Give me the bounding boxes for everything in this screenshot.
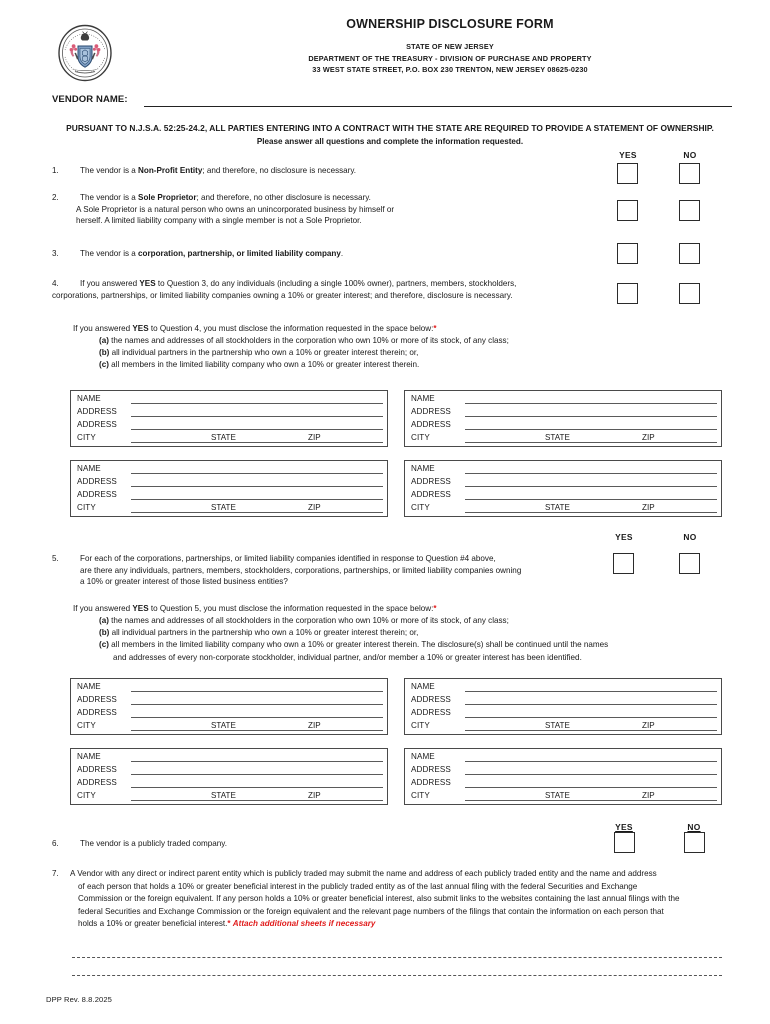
question-2-number: 2. (52, 193, 59, 202)
entry-box-4-name-input[interactable] (465, 473, 717, 474)
entry-box-1-city-input[interactable] (131, 442, 383, 443)
entry-box-3[interactable] (70, 460, 388, 517)
entry-box-1-address2-input[interactable] (131, 429, 383, 430)
entry-box-6-state-label: STATE (545, 721, 570, 730)
question-4-number: 4. (52, 279, 59, 288)
entry-box-8-state-label: STATE (545, 791, 570, 800)
entry-box-7-name-label: NAME (77, 752, 101, 761)
question-5-text-line-1: For each of the corporations, partnerships, or limited liability companies identified in response to Question #4 above, (80, 554, 496, 563)
entry-box-7-address2-label: ADDRESS (77, 778, 117, 787)
entry-box-3-name-input[interactable] (131, 473, 383, 474)
entry-box-5-name-label: NAME (77, 682, 101, 691)
entry-box-3-zip-label: ZIP (308, 503, 321, 512)
entry-box-3-address1-input[interactable] (131, 486, 383, 487)
question-2-subline-2: herself. A limited liability company with a single member is not a Sole Proprietor. (76, 216, 362, 226)
question-2-no-checkbox[interactable] (679, 200, 700, 221)
entry-box-8-address2-label: ADDRESS (411, 778, 451, 787)
entry-box-4-address1-label: ADDRESS (411, 477, 451, 486)
entry-box-4-address2-label: ADDRESS (411, 490, 451, 499)
entry-box-2-name-input[interactable] (465, 403, 717, 404)
entry-box-6[interactable] (404, 678, 722, 735)
entry-box-4-city-input[interactable] (465, 512, 717, 513)
disclosure-q4-item-c: (c) all members in the limited liability company who own a 10% or greater interest therein. (99, 360, 420, 370)
entry-box-1-state-label: STATE (211, 433, 236, 442)
disclosure-q5-item-c: (c) all members in the limited liability company who own a 10% or greater interest therein. The disclosure(s) shall be continued until the names and addresses of every non-corporate stockholder, individual partner, and/or member a 10% or greater interest has been identified. (99, 639, 723, 663)
question-2-bold-term: Sole Proprietor (138, 193, 197, 202)
question-7-text-line-4: federal Securities and Exchange Commission or the foreign equivalent and the relevant page numbers of the filings that contain the information on each person that (78, 906, 664, 916)
additional-info-line-1[interactable] (72, 957, 722, 958)
question-3-number: 3. (52, 249, 59, 258)
disclosure-q5-asterisk: * (433, 604, 437, 613)
yes-column-header-top: YES (619, 150, 637, 160)
entry-box-3-address2-input[interactable] (131, 499, 383, 500)
question-5-yes-checkbox[interactable] (613, 553, 634, 574)
question-2-text: The vendor is a Sole Proprietor; and therefore, no other disclosure is necessary. A Sole Proprietor is a natural person who owns an unincorporated business by himself or herself. A limited liability company with a single member is not a Sole Proprietor. (52, 193, 612, 227)
no-column-header-q5: NO (683, 532, 697, 542)
question-3-text: The vendor is a corporation, partnership, or limited liability company. (80, 249, 344, 258)
entry-box-4[interactable] (404, 460, 722, 517)
pursuant-statement (40, 123, 740, 146)
entry-box-5-address2-label: ADDRESS (77, 708, 117, 717)
entry-box-8-name-input[interactable] (465, 761, 717, 762)
entry-box-6-name-input[interactable] (465, 691, 717, 692)
entry-box-7-zip-label: ZIP (308, 791, 321, 800)
entry-box-3-city-input[interactable] (131, 512, 383, 513)
question-5 (52, 553, 602, 588)
question-5-number: 5. (52, 554, 59, 563)
question-3-bold-term: corporation, partnership, or limited liability company (138, 249, 341, 258)
question-7-text-line-3: Commission or the foreign equivalent. If any person holds a 10% or greater beneficial interest, also submit links to the websites containing the last annual filings with the (78, 894, 680, 904)
question-5-text-line-2: are there any individuals, partners, members, stockholders, corporations, partnerships, or limited liability companies owning (80, 565, 522, 575)
entry-box-7-state-label: STATE (211, 791, 236, 800)
entry-box-6-address1-input[interactable] (465, 704, 717, 705)
entry-box-5-state-label: STATE (211, 721, 236, 730)
entry-box-4-address1-input[interactable] (465, 486, 717, 487)
question-4-yes-checkbox[interactable] (617, 283, 638, 304)
question-7-attach-note: Attach additional sheets if necessary (232, 919, 376, 929)
entry-box-6-city-input[interactable] (465, 730, 717, 731)
entry-box-5-zip-label: ZIP (308, 721, 321, 730)
disclosure-q4-item-b: (b) all individual partners in the partnership who own a 10% or greater interest therein; or, (99, 348, 419, 358)
entry-box-5[interactable] (70, 678, 388, 735)
entry-box-8-city-label: CITY (411, 791, 430, 800)
entry-box-7-city-input[interactable] (131, 800, 383, 801)
disclosure-instructions-q5 (73, 603, 723, 664)
question-4-text-line-1: If you answered YES to Question 3, do any individuals (including a single 100% owner), partners, members, stockholders, (80, 279, 517, 288)
question-1-no-checkbox[interactable] (679, 163, 700, 184)
entry-box-6-address1-label: ADDRESS (411, 695, 451, 704)
question-6-no-checkbox[interactable] (684, 832, 705, 853)
question-5-no-checkbox[interactable] (679, 553, 700, 574)
entry-box-5-address2-input[interactable] (131, 717, 383, 718)
entry-box-5-address1-input[interactable] (131, 704, 383, 705)
entry-box-2-city-label: CITY (411, 433, 430, 442)
entry-box-6-city-label: CITY (411, 721, 430, 730)
entry-box-5-city-label: CITY (77, 721, 96, 730)
entry-box-4-zip-label: ZIP (642, 503, 655, 512)
disclosure-q4-lead: If you answered YES to Question 4, you must disclose the information requested in the space below:* (73, 324, 437, 333)
entry-box-2-zip-label: ZIP (642, 433, 655, 442)
entry-box-8-zip-label: ZIP (642, 791, 655, 800)
entry-box-3-address1-label: ADDRESS (77, 477, 117, 486)
entry-box-5-city-input[interactable] (131, 730, 383, 731)
entry-box-1-city-label: CITY (77, 433, 96, 442)
entry-box-5-name-input[interactable] (131, 691, 383, 692)
vendor-name-row (52, 94, 732, 112)
entry-box-6-zip-label: ZIP (642, 721, 655, 730)
entry-box-4-state-label: STATE (545, 503, 570, 512)
question-7-text-line-5: holds a 10% or greater beneficial interest.* Attach additional sheets if necessary (78, 919, 376, 929)
entry-box-2-address2-input[interactable] (465, 429, 717, 430)
question-7 (52, 868, 742, 931)
entry-box-4-city-label: CITY (411, 503, 430, 512)
question-3 (52, 248, 612, 260)
entry-box-1-address1-input[interactable] (131, 416, 383, 417)
entry-box-4-address2-input[interactable] (465, 499, 717, 500)
no-column-header-top: NO (683, 150, 697, 160)
title-block (150, 18, 750, 76)
entry-box-2-address1-input[interactable] (465, 416, 717, 417)
question-7-number: 7. (52, 869, 59, 878)
question-4-text-line-2: corporations, partnerships, or limited liability companies owning a 10% or greater interest; and therefore, disclosure is necessary. (52, 290, 513, 300)
entry-box-7-address2-input[interactable] (131, 787, 383, 788)
additional-info-line-2[interactable] (72, 975, 722, 976)
entry-box-8[interactable] (404, 748, 722, 805)
question-1 (52, 165, 612, 177)
entry-box-7-address1-label: ADDRESS (77, 765, 117, 774)
disclosure-q5-item-b: (b) all individual partners in the partnership who own a 10% or greater interest therein; or, (99, 628, 419, 638)
entry-box-2[interactable] (404, 390, 722, 447)
entry-box-2-address1-label: ADDRESS (411, 407, 451, 416)
entry-box-3-address2-label: ADDRESS (77, 490, 117, 499)
entry-box-8-name-label: NAME (411, 752, 435, 761)
entry-box-2-address2-label: ADDRESS (411, 420, 451, 429)
entry-box-8-address1-label: ADDRESS (411, 765, 451, 774)
disclosure-instructions-q4 (73, 323, 673, 372)
entry-box-1-name-input[interactable] (131, 403, 383, 404)
question-4-yes-emphasis: YES (139, 279, 156, 288)
yes-column-header-q5: YES (615, 532, 633, 542)
question-7-text-line-2: of each person that holds a 10% or greater beneficial interest in the publicly traded entity as of the last annual filing with the federal Securities and Exchange (78, 881, 638, 891)
entry-box-6-name-label: NAME (411, 682, 435, 691)
question-1-number: 1. (52, 166, 59, 175)
pursuant-main-text: PURSUANT TO N.J.S.A. 52:25-24.2, ALL PARTIES ENTERING INTO A CONTRACT WITH THE STATE ARE REQUIRED TO PROVIDE A STATEMENT OF OWNERSHIP. (66, 123, 714, 133)
question-4-no-checkbox[interactable] (679, 283, 700, 304)
pursuant-sub-text: Please answer all questions and complete the information requested. (256, 137, 524, 147)
entry-box-7-name-input[interactable] (131, 761, 383, 762)
disclosure-q5-item-a: (a) the names and addresses of all stockholders in the corporation who own 10% or more of its stock, of any class; (99, 616, 509, 626)
question-7-text-line-1: A Vendor with any direct or indirect parent entity which is publicly traded may submit the name and address of each publicly traded entity and the name and address (70, 869, 657, 878)
disclosure-q4-asterisk: * (433, 324, 437, 333)
form-revision-footer: DPP Rev. 8.8.2025 (46, 995, 113, 1004)
entry-box-1-address1-label: ADDRESS (77, 407, 117, 416)
entry-box-1[interactable] (70, 390, 388, 447)
entry-box-3-state-label: STATE (211, 503, 236, 512)
question-3-yes-checkbox[interactable] (617, 243, 638, 264)
question-1-text: The vendor is a Non-Profit Entity; and therefore, no disclosure is necessary. (80, 166, 357, 175)
entry-box-1-zip-label: ZIP (308, 433, 321, 442)
vendor-name-input[interactable] (144, 106, 732, 107)
no-column-header-q6: NO (687, 822, 701, 832)
form-title: OWNERSHIP DISCLOSURE FORM (346, 17, 554, 31)
entry-box-4-name-label: NAME (411, 464, 435, 473)
agency-department-line: DEPARTMENT OF THE TREASURY - DIVISION OF PURCHASE AND PROPERTY (308, 53, 592, 63)
entry-box-8-address2-input[interactable] (465, 787, 717, 788)
entry-box-6-address2-input[interactable] (465, 717, 717, 718)
question-1-bold-term: Non-Profit Entity (138, 166, 203, 175)
entry-box-2-state-label: STATE (545, 433, 570, 442)
entry-box-2-name-label: NAME (411, 394, 435, 403)
disclosure-q5-lead: If you answered YES to Question 5, you must disclose the information requested in the space below:* (73, 604, 437, 613)
entry-box-3-name-label: NAME (77, 464, 101, 473)
question-6 (52, 838, 602, 850)
entry-box-3-city-label: CITY (77, 503, 96, 512)
entry-box-7-city-label: CITY (77, 791, 96, 800)
entry-box-8-city-input[interactable] (465, 800, 717, 801)
question-6-number: 6. (52, 839, 59, 848)
disclosure-q5-item-c-continued: and addresses of every non-corporate stockholder, individual partner, and/or member a 10% or greater interest has been identified. (113, 652, 582, 662)
question-6-yes-checkbox[interactable] (614, 832, 635, 853)
agency-address-line: 33 WEST STATE STREET, P.O. BOX 230 TRENTON, NEW JERSEY 08625-0230 (312, 65, 588, 75)
disclosure-q4-item-a: (a) the names and addresses of all stockholders in the corporation who own 10% or more of its stock, of any class; (99, 336, 509, 346)
state-of-new-jersey-seal-icon (57, 24, 113, 82)
entry-box-7-address1-input[interactable] (131, 774, 383, 775)
question-7-asterisk: * (227, 919, 231, 929)
question-5-text-line-3: a 10% or greater interest of those listed business entities? (80, 577, 288, 587)
agency-state-line: STATE OF NEW JERSEY (406, 41, 494, 51)
entry-box-8-address1-input[interactable] (465, 774, 717, 775)
yes-column-header-q6: YES (615, 822, 633, 832)
entry-box-6-address2-label: ADDRESS (411, 708, 451, 717)
question-4 (52, 278, 618, 301)
form-header (0, 0, 770, 88)
question-2 (52, 192, 612, 227)
entry-box-7[interactable] (70, 748, 388, 805)
entry-box-1-address2-label: ADDRESS (77, 420, 117, 429)
question-3-no-checkbox[interactable] (679, 243, 700, 264)
question-1-yes-checkbox[interactable] (617, 163, 638, 184)
question-2-subline-1: A Sole Proprietor is a natural person who owns an unincorporated business by himself or (76, 204, 395, 214)
vendor-name-label: VENDOR NAME: (52, 94, 128, 105)
entry-box-2-city-input[interactable] (465, 442, 717, 443)
question-6-text: The vendor is a publicly traded company. (80, 839, 227, 848)
entry-box-5-address1-label: ADDRESS (77, 695, 117, 704)
question-2-yes-checkbox[interactable] (617, 200, 638, 221)
entry-box-1-name-label: NAME (77, 394, 101, 403)
